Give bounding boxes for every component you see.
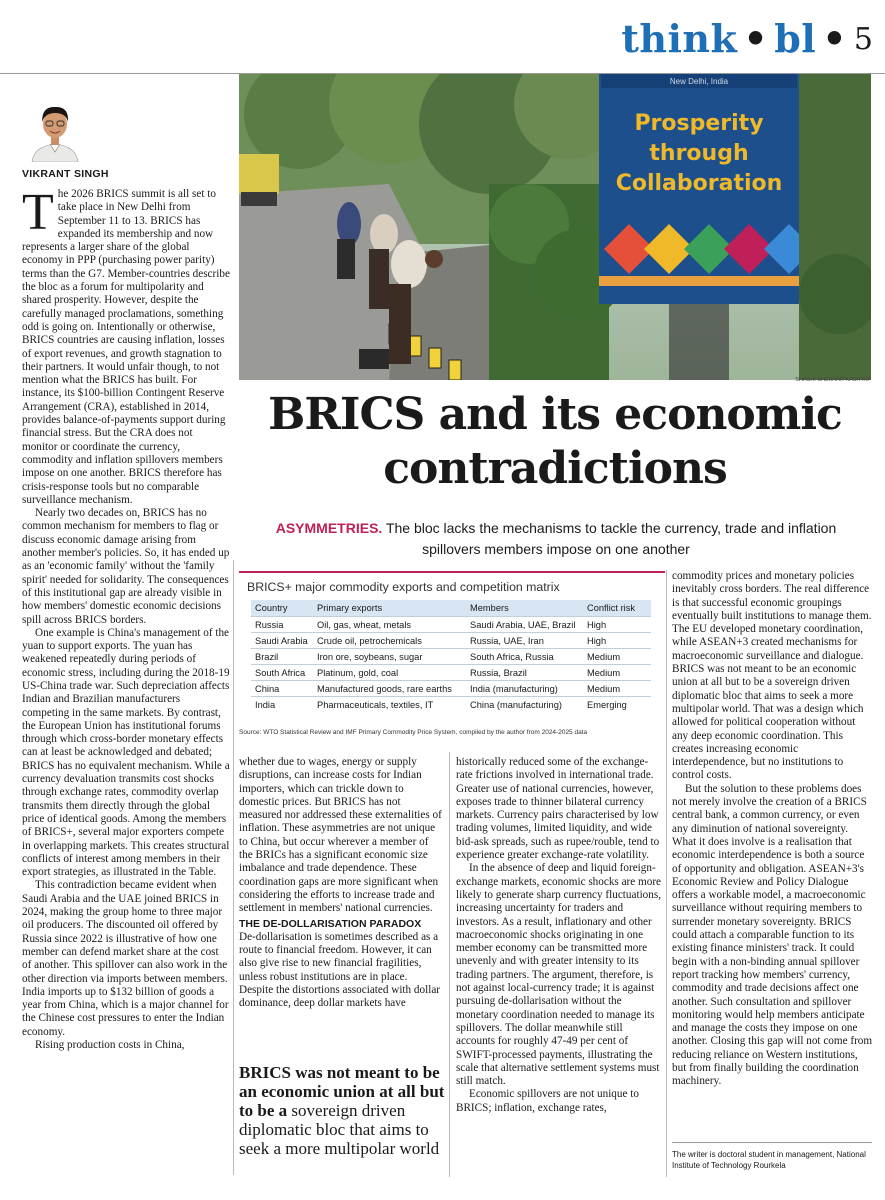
table-row [251,665,651,681]
pull-quote-bold: BRICS was not meant to be an economic union at all but to be a [239,1063,445,1120]
table-cell: China [251,681,313,697]
table-cell: South Africa [251,665,313,681]
table-cell: Platinum, gold, coal [313,665,466,681]
table-row [251,617,651,633]
table-cell: Saudi Arabia, UAE, Brazil [466,617,583,633]
table-header-cell: Primary exports [313,600,466,617]
column-divider [233,560,234,1175]
table-title: BRICS+ major commodity exports and competition matrix [247,580,560,594]
author-name: VIKRANT SINGH [22,168,109,180]
col1-paragraph-3: One example is China's management of the yuan to support exports. The yuan has weakened repeatedly during periods of economic stress, including during the 2018-19 US-China trade war. Such depreciation affects Indian and Brazilian manufacturers competing in the same markets. By contrast, the European Union has institutional forums through which cross-border monetary effects can at least be acknowledged and debated; BRICS has no equivalent mechanism. While a currency devaluation transmits cost shocks through exchange rates, commodity overlap transmits them directly through the global price of identical goods. Among the members of BRICS+, several major exporters compete in overlapping markets. This creates structural conflicts of interest among members in their export strategies, as illustrated in the Table. [22,626,230,879]
col1-paragraph-2: Nearly two decades on, BRICS has no common mechanism for members to flag or discuss economic damage arising from another member's policies. So, it has ended up as an 'economic family' without the 'family spirit' needed for solidarity. The consequences of this institutional gap are already visible in how members' domestic economic decisions spill across BRICS borders. [22,507,230,626]
table-header-row [251,600,651,617]
publication-logo [621,16,847,61]
logo-think: think [621,16,738,61]
table-cell: Emerging [583,697,651,713]
logo-bl: bl [774,16,817,61]
drop-cap: T [22,184,54,241]
table-cell: High [583,617,651,633]
pull-quote [239,1063,449,1158]
table-row [251,633,651,649]
table-cell: India (manufacturing) [466,681,583,697]
table-cell: Russia, Brazil [466,665,583,681]
masthead [0,0,885,74]
table-cell: China (manufacturing) [466,697,583,713]
col1-paragraph-5: Rising production costs in China, [35,1039,185,1051]
author-bio: The writer is doctoral student in management, National Institute of Technology Rourkela [672,1142,872,1171]
table-row [251,649,651,665]
table-header-cell: Members [466,600,583,617]
sign-top-text: New Delhi, India [669,77,729,86]
logo-dot: • [743,16,769,61]
table-cell: Russia, UAE, Iran [466,633,583,649]
table-cell: High [583,633,651,649]
table-header-cell: Conflict risk [583,600,651,617]
sign-line-2: through [649,141,749,166]
lead-photo [239,74,871,380]
table-cell: Oil, gas, wheat, metals [313,617,466,633]
col4-paragraph-2: But the solution to these problems does not merely involve the creation of a BRICS central bank, a common currency, or even any diminution of national sovereignty. What it does involve is a realisation that economic interdependence is both a source of opportunity and obligation. ASEAN+3's Economic Review and Policy Dialogue offers a workable model, a macroeconomic surveillance without requiring members to surrender monetary sovereignty. BRICS could attach a comparable function to its existing finance ministers' track. It could begin with a non-binding annual spillover report tracking how members' currency, commodity and trade decisions affect one another. Such consultation and spillover monitoring would help members anticipate and manage the costs they impose on one another. Closing this gap will not come from reducing reliance on Western institutions, but from finally building the coordination machinery. [672,782,873,1088]
table-cell: India [251,697,313,713]
deck-text: The bloc lacks the mechanisms to tackle the currency, trade and inflation spillovers members impose on one another [382,520,837,557]
commodity-table-box [239,571,665,743]
article-column-2 [239,756,444,1011]
table-cell: Pharmaceuticals, textiles, IT [313,697,466,713]
col4-paragraph-1: commodity prices and monetary policies inevitably cross borders. The real difference is that successful economic groupings eventually built institutions to manage them. The EU developed monetary coordination, while ASEAN+3 created mechanisms for macroeconomic surveillance and dialogue. BRICS was not meant to be an economic union at all but to be a sovereign driven diplomatic bloc that aims to seek a more multipolar world. That was a design which allowed for political cooperation without any deep economic coordination. This creates increasing economic interdependence, but no institutions to control costs. [672,570,872,782]
col1-paragraph-4: This contradiction became evident when Saudi Arabia and the UAE joined BRICS in 2024, making the group home to three major oil producers. The discounted oil offered by Russia since 2022 is illustrative of how one member can defend market share at the cost of another. This spillover can also work in the other direction via imports between members. India imports up to $132 billion of goods a year from China, which is a major channel for the Chinese cost pressures to enter the Indian economy. [22,879,229,1038]
author-avatar [30,100,80,162]
deck-kicker: ASYMMETRIES. [275,520,383,536]
logo-dot-2: • [822,16,847,61]
photo-credit: SHASHI SHEKHAR KASHYAP [795,377,871,383]
sign-line-1: Prosperity [634,111,764,136]
article-column-1 [22,184,230,1052]
table-cell: Crude oil, petrochemicals [313,633,466,649]
col2-paragraph-1: whether due to wages, energy or supply disruptions, can increase costs for Indian importers, which can trickle down to domestic prices. But BRICS has not measured nor addressed these externalities of inflation. These asymmetries are not unique to China, but occur wherever a member of the BRICs has a significant economic size imbalance and trade dependence. These coordination gaps are more significant when considering the efforts to increase trade and settlement in members' national currencies. [239,756,442,915]
headline-line-1: BRICS and its economic [268,389,842,440]
table-cell: Russia [251,617,313,633]
col3-paragraph-3: Economic spillovers are not unique to BRICS; inflation, exchange rates, [456,1088,639,1114]
table-cell: Medium [583,649,651,665]
table-cell: Manufactured goods, rare earths [313,681,466,697]
table-cell: Medium [583,665,651,681]
sign-line-3: Collaboration [615,171,783,196]
article-column-4 [672,570,874,1089]
table-source: Source: WTO Statistical Review and IMF Primary Commodity Price System, compiled by the author from 2024-2025 data [239,729,588,736]
table-row [251,697,651,713]
table-row [251,681,651,697]
headline-line-2: contradictions [383,443,727,494]
page-number: 5 [853,22,873,57]
column-divider [666,570,667,1177]
commodity-table [251,600,651,713]
table-cell: Brazil [251,649,313,665]
col3-paragraph-1: historically reduced some of the exchange-rate frictions involved in international trade. Greater use of national currencies, however, exposes trade to thinner bilateral currency markets. Currency pairs characterised by low trading volumes, limited liquidity, and wide bid-ask spreads, such as rupee/rouble, tend to experience greater exchange-rate volatility. [456,756,660,862]
col1-paragraph-1: he 2026 BRICS summit is all set to take place in New Delhi from September 11 to 13. BRICS has expanded its membership and now represents a larger share of the global economy in PPP (purchasing power parity) terms than the G7. Member-countries describe the bloc as a forum for multipolarity and shared prosperity. However, despite the carefully managed proclamations, something odd is going on. Intentionally or otherwise, BRICS countries are causing inflation, losses of export revenues, and growth stagnation to their partners. It would unfair though, to not mention what the BRICS has built. For instance, its $100-billion Contingent Reserve Arrangement (CRA), established in 2014, provides balance-of-payments support during financial stress. But the CRA does not monitor or coordinate the currency, commodity and inflation spillovers members impose on one another. BRICS therefore has crisis-response tools but no comparable surveillance mechanism. [22,188,230,506]
table-cell: South Africa, Russia [466,649,583,665]
table-cell: Medium [583,681,651,697]
pull-quote-rest: sovereign driven diplomatic bloc that aims to seek a more multipolar world [239,1101,440,1158]
table-header-cell: Country [251,600,313,617]
col2-paragraph-2: De-dollarisation is sometimes described as a route to financial freedom. However, it can also give rise to new financial fragilities, unless robust institutions are in place. Despite the distortions associated with dollar dominance, deep dollar markets have [239,930,441,1010]
col3-paragraph-2: In the absence of deep and liquid foreign-exchange markets, economic shocks are more likely to generate sharp currency fluctuations, increasing uncertainty for traders and investors. As a result, inflationary and other macroeconomic shocks originating in one member economy can be transmitted more unevenly and with greater intensity to its trading partners. The argument, therefore, is not against local-currency trade; it is against pursuing de-dollarisation without the monetary coordination needed to manage its spillovers. The dollar meanwhile still accounts for roughly 47-49 per cent of SWIFT-processed payments, illustrating the scale that alternative settlement systems must still match. [456,862,662,1088]
table-cell: Saudi Arabia [251,633,313,649]
column-divider [449,752,450,1177]
subhead: THE DE-DOLLARISATION PARADOX [239,917,422,930]
deck [250,518,862,560]
article-column-3 [456,756,662,1115]
headline [239,388,871,496]
table-cell: Iron ore, soybeans, sugar [313,649,466,665]
